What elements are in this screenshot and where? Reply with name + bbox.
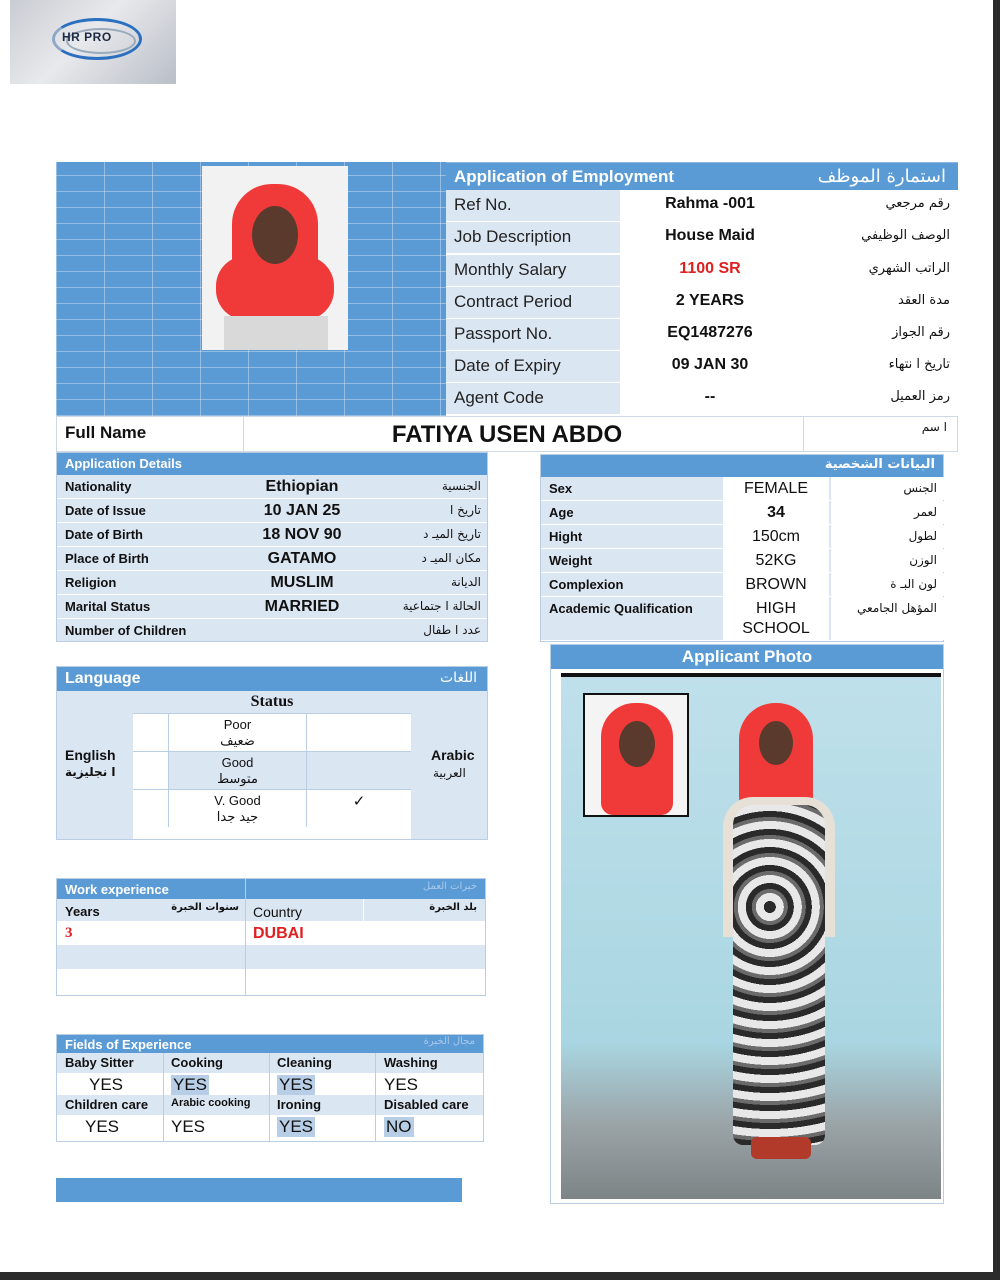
fields-of-experience-title-ar: مجال الخبرة <box>423 1036 475 1047</box>
personal-row <box>541 525 943 549</box>
field-value: YES <box>279 1075 314 1094</box>
field-label: Arabic cooking <box>171 1097 251 1109</box>
personal-label: Academic Qualification <box>549 601 693 616</box>
personal-label-ar: الجنس <box>831 477 945 500</box>
detail-label-ar: الديانة <box>450 575 481 589</box>
language-level-label: Poor <box>223 717 252 732</box>
personal-label: Hight <box>549 529 583 544</box>
info-row <box>446 255 958 287</box>
applicant-photo-section <box>550 644 944 1204</box>
field-value: YES <box>279 1117 314 1136</box>
info-row <box>446 222 958 254</box>
info-value: House Maid <box>622 222 798 253</box>
info-label: Job Description <box>446 222 620 253</box>
fields-of-experience-section <box>56 1034 484 1142</box>
field-label: Ironing <box>277 1097 322 1112</box>
language-status-header: Status <box>133 691 411 713</box>
inset-photo <box>583 693 689 817</box>
personal-details-title-ar: البيانات الشخصية <box>824 457 935 472</box>
personal-label-ar: الوزن <box>831 549 945 572</box>
personal-row <box>541 549 943 573</box>
field-label: Cooking <box>171 1055 223 1070</box>
company-logo <box>10 0 176 84</box>
info-row <box>446 383 958 415</box>
arabic-level-check <box>307 714 411 751</box>
language-title: Language <box>65 670 141 687</box>
info-label-ar: الراتب الشهري <box>800 255 958 286</box>
detail-value: 18 NOV 90 <box>262 526 342 543</box>
detail-value: MUSLIM <box>270 574 334 591</box>
detail-label-ar: مكان الميـ د <box>421 551 481 565</box>
language-level-row <box>133 751 411 789</box>
field-label: Children care <box>65 1097 149 1112</box>
application-details-section <box>56 452 488 642</box>
info-label-ar: رمز العميل <box>800 383 958 414</box>
detail-label-ar: تاريخ الميـ د <box>423 527 481 541</box>
info-value: -- <box>622 383 798 414</box>
detail-label: Nationality <box>65 479 132 494</box>
personal-label: Sex <box>549 481 573 496</box>
language-section <box>56 666 488 840</box>
language-title-ar: اللغات <box>440 670 477 686</box>
detail-label-ar: عدد ا طفال <box>423 623 481 637</box>
info-label-ar: مدة العقد <box>800 287 958 318</box>
full-name-label: Full Name <box>65 423 147 442</box>
logo-text: HR PRO <box>62 30 112 44</box>
arabic-level-check: ✓ <box>352 793 366 810</box>
info-label-ar: الوصف الوظيفي <box>800 222 958 253</box>
personal-value: 52KG <box>723 549 829 572</box>
language-level-label: V. Good <box>214 793 261 808</box>
detail-row <box>57 595 487 619</box>
info-label-ar: رقم الجواز <box>800 319 958 350</box>
full-name-row <box>56 416 958 452</box>
frame-bottom-edge <box>0 1272 1000 1280</box>
personal-row <box>541 477 943 501</box>
info-label-ar: تاريخ ا نتهاء <box>800 351 958 382</box>
language-level-label-ar: جيد جدا <box>216 810 259 825</box>
field-value: YES <box>85 1117 120 1136</box>
detail-value <box>231 619 373 642</box>
personal-value: 34 <box>723 501 829 524</box>
info-value: 09 JAN 30 <box>622 351 798 382</box>
arabic-label-ar: العربية <box>433 766 466 780</box>
info-label-ar: رقم مرجعي <box>800 190 958 221</box>
frame-right-edge <box>993 0 1000 1280</box>
personal-details-header <box>541 455 943 477</box>
personal-label-ar: لون البـ ة <box>831 573 945 596</box>
detail-value: MARRIED <box>264 598 340 615</box>
full-name-value: FATIYA USEN ABDO <box>391 421 623 448</box>
language-level-label-ar: ضعيف <box>220 734 255 749</box>
full-name-label-ar: ا سم <box>921 420 947 434</box>
info-value: 1100 SR <box>622 255 798 286</box>
detail-row <box>57 475 487 499</box>
detail-label: Date of Birth <box>65 527 143 542</box>
detail-row <box>57 571 487 595</box>
detail-value: Ethiopian <box>265 478 339 495</box>
fields-of-experience-header <box>57 1035 483 1053</box>
arabic-label: Arabic <box>431 747 475 763</box>
detail-row <box>57 499 487 523</box>
language-level-row <box>133 789 411 827</box>
personal-label-ar: المؤهل الجامعي <box>831 597 945 640</box>
work-experience-section <box>56 878 486 996</box>
info-label: Ref No. <box>446 190 620 221</box>
detail-value: GATAMO <box>267 550 337 567</box>
field-label: Cleaning <box>277 1055 332 1070</box>
personal-value: HIGH SCHOOL <box>723 597 829 640</box>
info-label: Passport No. <box>446 319 620 350</box>
detail-label: Marital Status <box>65 599 151 614</box>
english-label-ar: ا نجليزية <box>65 765 116 779</box>
years-label: Years <box>65 904 100 919</box>
personal-label: Weight <box>549 553 593 568</box>
info-row <box>446 319 958 351</box>
application-title-ar: استمارة الموظف <box>817 166 946 187</box>
personal-row <box>541 597 943 641</box>
english-label: English <box>65 747 116 763</box>
field-label: Disabled care <box>384 1097 469 1112</box>
language-header <box>57 667 487 691</box>
work-experience-title-ar: خبرات العمل <box>422 881 477 892</box>
application-title-bar <box>446 162 958 190</box>
info-label: Agent Code <box>446 383 620 414</box>
detail-label: Date of Issue <box>65 503 146 518</box>
detail-row <box>57 619 487 643</box>
personal-details-section <box>540 454 944 642</box>
personal-value: FEMALE <box>723 477 829 500</box>
personal-label-ar: لعمر <box>831 501 945 524</box>
personal-label: Age <box>549 505 574 520</box>
applicant-photo-title: Applicant Photo <box>551 645 943 669</box>
detail-label-ar: الجنسية <box>441 479 481 493</box>
info-label: Monthly Salary <box>446 255 620 286</box>
info-row <box>446 351 958 383</box>
language-level-row <box>133 713 411 751</box>
field-value: NO <box>386 1117 412 1136</box>
personal-label: Complexion <box>549 577 624 592</box>
field-value: YES <box>89 1075 124 1094</box>
years-value: 3 <box>65 925 73 941</box>
info-value: EQ1487276 <box>622 319 798 350</box>
info-row <box>446 190 958 222</box>
detail-label: Religion <box>65 575 117 590</box>
fields-of-experience-title: Fields of Experience <box>65 1037 192 1052</box>
info-row <box>446 287 958 319</box>
work-experience-header <box>57 879 485 899</box>
country-label: Country <box>253 904 303 920</box>
detail-label-ar: تاريخ ا <box>449 503 481 517</box>
detail-row <box>57 547 487 571</box>
personal-value: 150cm <box>723 525 829 548</box>
passport-photo <box>202 166 348 350</box>
personal-row <box>541 573 943 597</box>
detail-value: 10 JAN 25 <box>263 502 341 519</box>
language-level-label: Good <box>221 755 254 770</box>
application-details-title: Application Details <box>57 453 487 475</box>
field-value: YES <box>384 1075 419 1094</box>
info-value: 2 YEARS <box>622 287 798 318</box>
footer-bar <box>56 1178 462 1202</box>
country-label-ar: بلد الخبرة <box>429 902 477 913</box>
detail-label: Number of Children <box>65 623 187 638</box>
info-label: Contract Period <box>446 287 620 318</box>
personal-value: BROWN <box>723 573 829 596</box>
application-title: Application of Employment <box>454 167 675 186</box>
detail-row <box>57 523 487 547</box>
field-value: YES <box>173 1075 208 1094</box>
detail-label: Place of Birth <box>65 551 149 566</box>
language-level-label-ar: متوسط <box>217 772 258 787</box>
country-value: DUBAI <box>253 925 304 942</box>
years-label-ar: سنوات الخبرة <box>171 902 239 913</box>
info-label: Date of Expiry <box>446 351 620 382</box>
personal-label-ar: لطول <box>831 525 945 548</box>
field-label: Washing <box>384 1055 438 1070</box>
personal-row <box>541 501 943 525</box>
full-body-photo <box>561 673 941 1199</box>
field-value: YES <box>171 1117 206 1136</box>
arabic-level-check <box>307 752 411 789</box>
detail-label-ar: الحالة ا جتماعية <box>402 599 481 613</box>
field-label: Baby Sitter <box>65 1055 134 1070</box>
info-value: Rahma -001 <box>622 190 798 221</box>
work-experience-title: Work experience <box>65 882 169 897</box>
